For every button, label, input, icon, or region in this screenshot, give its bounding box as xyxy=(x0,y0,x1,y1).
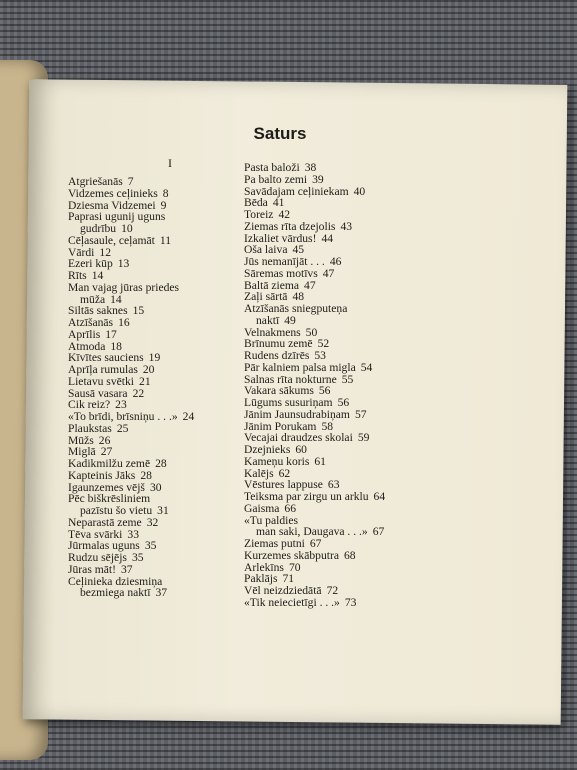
toc-entry-title: Man vajag jūras priedes xyxy=(68,280,180,294)
toc-entry-page: 25 xyxy=(116,421,129,435)
toc-entry-page: 61 xyxy=(314,454,326,468)
toc-entry xyxy=(244,303,544,327)
toc-entry xyxy=(244,280,544,292)
toc-entry-title: Igaunzemes vējš xyxy=(68,480,145,494)
toc-entry xyxy=(244,491,544,503)
toc-entry-title: Pa balto zemi xyxy=(244,172,308,186)
toc-entry-page: 43 xyxy=(340,219,353,233)
page-title: Saturs xyxy=(253,124,307,143)
toc-entry-page: 47 xyxy=(304,278,316,292)
toc-entry-page: 73 xyxy=(344,595,357,609)
toc-entry-page: 66 xyxy=(284,501,297,515)
toc-entry-page: 56 xyxy=(318,384,331,398)
toc-entry-continuation: bezmiega naktī 37 xyxy=(80,586,168,600)
toc-entry-title: Bēda xyxy=(244,196,268,210)
toc-entry-page: 67 xyxy=(372,525,385,539)
toc-entry-title: Dziesma Vidzemei xyxy=(68,198,156,212)
toc-entry-page: 37 xyxy=(120,562,133,576)
toc-entry-continuation: naktī 49 xyxy=(256,313,296,327)
toc-entry-page: 14 xyxy=(91,269,104,282)
toc-entry-continuation: mūža 14 xyxy=(80,292,122,306)
toc-entry-page: 20 xyxy=(142,363,155,376)
toc-entry xyxy=(244,597,544,609)
toc-entry-title: Savādajam ceļiniekam xyxy=(244,184,349,198)
toc-entry-title: Tēva svārki xyxy=(68,527,123,541)
toc-entry-title: Pēc biškrēsliniem xyxy=(68,492,151,506)
toc-entry-page: 30 xyxy=(149,480,162,494)
toc-entry-title: Rudens dzīrēs xyxy=(244,349,310,362)
toc-entry-title: Neparastā zeme xyxy=(68,515,142,529)
toc-entry-page: 46 xyxy=(329,255,342,268)
toc-entry-title: Lietavu svētki xyxy=(68,374,135,388)
toc-entry-title: Vecajai draudzes skolai xyxy=(244,431,353,445)
toc-entry-title: Atzīšanās xyxy=(68,316,114,329)
toc-entry-page: 48 xyxy=(292,290,305,304)
toc-entry-page: 19 xyxy=(148,351,161,365)
toc-entry-title: Rudzu sējējs xyxy=(68,551,127,564)
toc-entry-title: Cēļasaule, ceļamāt xyxy=(68,233,155,247)
toc-entry-page: 23 xyxy=(115,398,127,412)
toc-entry-page: 15 xyxy=(132,304,145,318)
toc-entry-page: 41 xyxy=(272,196,285,210)
toc-entry-title: Kurzemes skābputra xyxy=(244,548,339,562)
toc-entry-page: 35 xyxy=(144,539,157,553)
toc-entry-page: 59 xyxy=(357,431,370,445)
toc-entry-page: 7 xyxy=(127,175,134,188)
toc-entry-page: 31 xyxy=(157,504,169,517)
toc-entry-title: Lūgums susuriņam xyxy=(244,396,333,409)
toc-entry-title: Jūs nemanījāt . . . xyxy=(244,255,325,268)
toc-entry-page: 40 xyxy=(353,184,366,198)
toc-entry-title: Paprasi ugunij uguns xyxy=(68,210,166,224)
toc-entry xyxy=(244,550,544,562)
toc-entry-title: Plaukstas xyxy=(68,421,112,435)
toc-entry-page: 53 xyxy=(314,349,326,362)
toc-entry-title: «Tik neiecietīgi . . .» xyxy=(244,595,340,609)
toc-entry-page: 70 xyxy=(288,560,301,574)
toc-entry-title: Ceļinieka dziesmiņa xyxy=(68,574,163,588)
toc-entry-title: Kalējs xyxy=(244,466,274,480)
toc-entry-page: 49 xyxy=(284,313,296,327)
toc-entry-page: 39 xyxy=(312,172,324,186)
toc-entry-title: Cik reiz? xyxy=(68,398,111,412)
toc-entry-page: 64 xyxy=(373,490,386,503)
toc-entry-title: Sāremas motīvs xyxy=(244,266,318,280)
toc-entry-page: 54 xyxy=(360,360,373,374)
toc-entry-title: Kīvītes sauciens xyxy=(68,351,144,365)
toc-entry-page: 44 xyxy=(321,231,334,245)
toc-entry-page: 52 xyxy=(317,337,330,351)
toc-entry-title: Ziemas rīta dzejolis xyxy=(244,219,336,233)
toc-entry-title: Aprīļa rumulas xyxy=(68,363,138,376)
toc-entry-page: 60 xyxy=(295,443,307,456)
toc-entry-continuation: man saki, Daugava . . .» 67 xyxy=(256,525,385,539)
toc-entry-page: 72 xyxy=(326,584,339,597)
toc-entry-title: Vēl neizdziedātā xyxy=(244,584,322,597)
toc-entry-title: Rīts xyxy=(68,269,87,282)
toc-entry-page: 26 xyxy=(98,433,111,447)
toc-entry-page: 27 xyxy=(100,445,113,459)
toc-entry-title: Kapteinis Jāks xyxy=(68,468,136,482)
toc-entry-title: Arlekīns xyxy=(244,560,284,574)
toc-entry-title: Brīnumu zemē xyxy=(244,337,313,351)
toc-entry-page: 33 xyxy=(127,527,139,541)
toc-entry-page: 17 xyxy=(105,327,117,341)
toc-entry-page: 32 xyxy=(146,515,159,529)
toc-entry-page: 45 xyxy=(292,243,305,257)
toc-entry-title: Vēstures lappuse xyxy=(244,478,323,492)
toc-entry-page: 22 xyxy=(132,386,145,400)
toc-entry-title: Kadikmilžu zemē xyxy=(68,457,151,470)
toc-entry-title: Teiksma par zirgu un arklu xyxy=(244,490,369,503)
toc-entry-page: 11 xyxy=(159,233,172,247)
toc-entry-page: 42 xyxy=(278,208,291,221)
toc-entry-title: Atzīšanās sniegputeņa xyxy=(244,302,348,315)
toc-entry-title: Zaļi sārtā xyxy=(244,290,288,304)
toc-entry-title: Atmoda xyxy=(68,339,106,353)
toc-entry-title: Gaisma xyxy=(244,501,280,515)
toc-entry-page: 63 xyxy=(327,478,340,492)
toc-entry-page: 71 xyxy=(282,572,295,586)
toc-entry-page: 28 xyxy=(155,457,167,470)
toc-entry-title: Jūras māt! xyxy=(68,562,116,576)
toc-entry-page: 35 xyxy=(131,551,144,564)
toc-entry-page: 67 xyxy=(309,537,322,550)
toc-entry-title: Izkaliet vārdus! xyxy=(244,231,317,245)
toc-entry-page: 18 xyxy=(110,339,122,353)
toc-entry-title: Vakara sākums xyxy=(244,384,314,398)
toc-entry-title: Sausā vasara xyxy=(68,386,128,400)
toc-entry-page: 38 xyxy=(304,161,317,174)
toc-entry-title: Siltās saknes xyxy=(68,304,128,318)
toc-entry-title: Kameņu koris xyxy=(244,454,310,468)
toc-entry-page: 68 xyxy=(343,548,356,562)
toc-entry-title: Baltā ziema xyxy=(244,278,300,292)
toc-entry xyxy=(244,515,544,539)
toc-entry-title: «To brīdi, brīsniņu . . .» xyxy=(68,410,178,423)
toc-entry-title: Jānim Porukam xyxy=(244,419,317,433)
toc-entry-title: Ziemas putni xyxy=(244,537,305,550)
toc-entry-page: 8 xyxy=(162,186,169,200)
toc-entry-page: 55 xyxy=(341,372,354,386)
toc-entry-page: 10 xyxy=(121,222,133,235)
toc-entry-continuation: pazīstu šo vietu 31 xyxy=(80,504,169,517)
toc-entry-page: 12 xyxy=(99,245,111,259)
toc-entry-page: 57 xyxy=(354,407,367,421)
toc-entry-page: 50 xyxy=(305,325,318,339)
toc-entry-page: 28 xyxy=(140,468,152,482)
toc-entry-title: Jūrmalas uguns xyxy=(68,539,140,553)
toc-entry-page: 24 xyxy=(182,410,195,423)
toc-entry xyxy=(244,233,544,245)
toc-entry-title: Paklājs xyxy=(244,572,278,586)
toc-entry xyxy=(244,456,544,468)
toc-entry-title: Oša laiva xyxy=(244,243,288,257)
toc-entry-page: 58 xyxy=(321,419,334,433)
section-numeral: I xyxy=(168,156,172,170)
toc-entry-title: Mūžs xyxy=(68,433,94,447)
toc-entry-title: Vidzemes ceļinieks xyxy=(68,186,158,200)
toc-entry-title: Velnakmens xyxy=(244,325,301,339)
toc-entry-page: 21 xyxy=(139,374,151,388)
toc-entry-title: «Tu paldies xyxy=(244,513,299,527)
toc-entry-page: 47 xyxy=(322,266,335,280)
toc-entry-title: Ezeri kūp xyxy=(68,257,113,271)
toc-entry-title: Pār kalniem palsa migla xyxy=(244,360,356,374)
toc-entry-page: 13 xyxy=(117,257,130,271)
toc-entry-title: Aprīlis xyxy=(68,327,101,341)
toc-entry-page: 62 xyxy=(278,466,291,480)
toc-entry-page: 37 xyxy=(155,586,168,600)
toc-entry-title: Jānim Jaunsudrabiņam xyxy=(244,407,350,421)
toc-entry-page: 9 xyxy=(160,198,167,212)
toc-entry xyxy=(244,186,544,198)
toc-entry-title: Miglā xyxy=(68,445,96,459)
toc-entry-title: Toreiz xyxy=(244,208,274,221)
toc-entry-continuation: gudrību 10 xyxy=(80,222,133,235)
toc-entry-page: 56 xyxy=(337,396,350,409)
toc-entry-page: 16 xyxy=(118,316,130,329)
toc-entry-title: Vārdi xyxy=(68,245,95,259)
toc-entry-title: Atgriešanās xyxy=(68,175,123,188)
toc-entry-title: Dzejnieks xyxy=(244,443,291,456)
toc-entry-title: Salnas rīta nokturne xyxy=(244,372,337,386)
toc-column-right xyxy=(244,162,544,609)
toc-entry-page: 14 xyxy=(110,292,122,306)
toc-entry-title: Pasta baloži xyxy=(244,161,300,174)
